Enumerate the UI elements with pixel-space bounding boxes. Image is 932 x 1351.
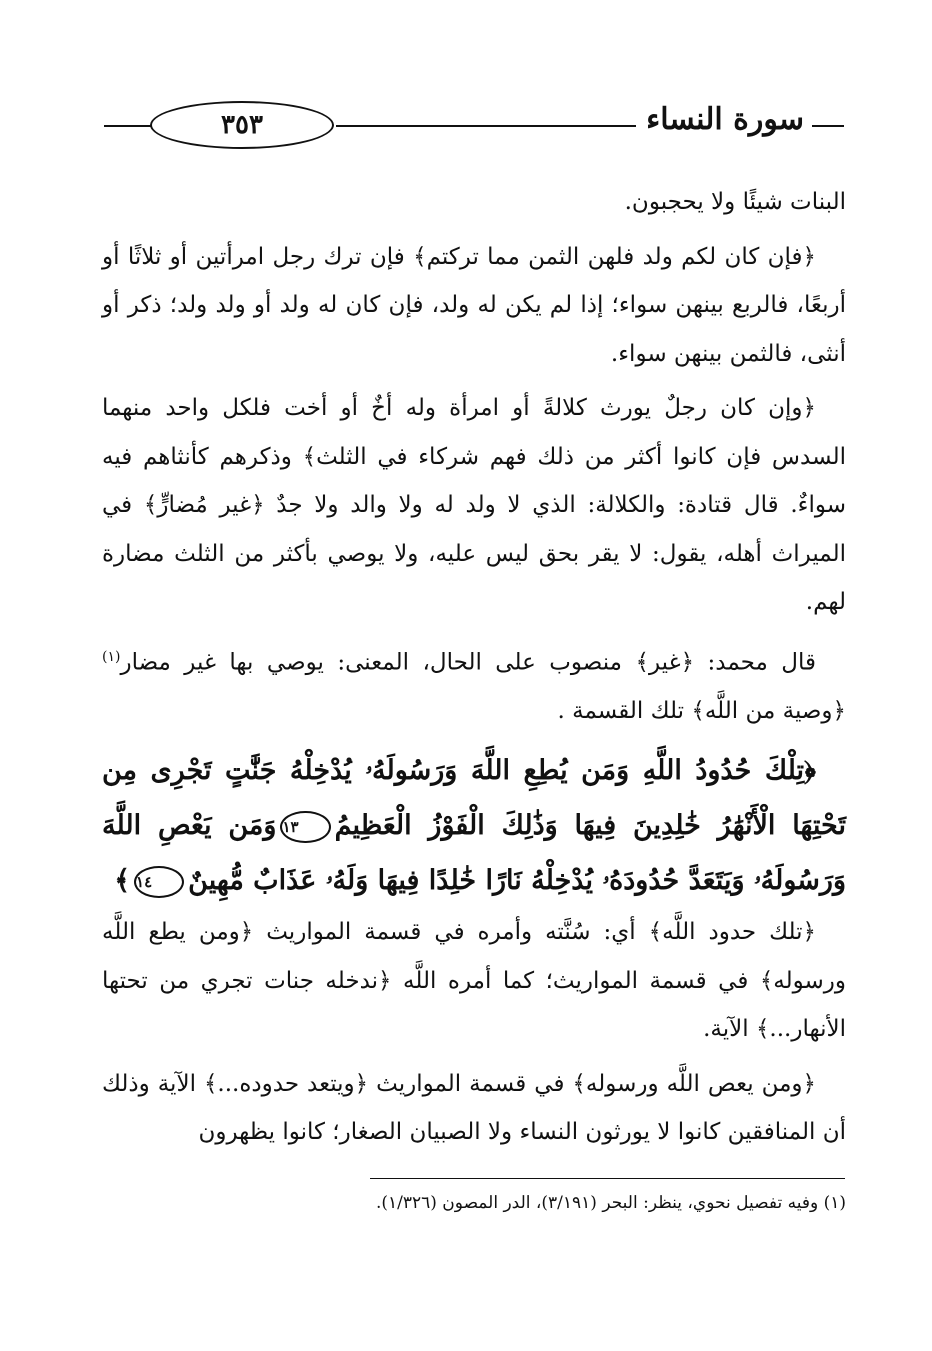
quran-part-1: ﴿تِلْكَ حُدُودُ اللَّهِ وَمَن يُطِعِ اللَّهَ وَرَسُولَهُۥ يُدْخِلْهُ جَنَّٰتٍ تَجْرِى مِن تَحْتِهَا الْأَنْهَٰرُ خَٰلِدِينَ فِيهَا وَذَٰلِكَ الْفَوْزُ الْعَظِيمُ [102, 755, 847, 842]
ayah-number-13: ١٣ [280, 811, 330, 843]
footnote-ref: (١) [102, 648, 121, 665]
paragraph-tafsir-2: ﴿ومن يعص اللَّه ورسوله﴾ في قسمة المواريث ﴿ويتعد حدوده...﴾ الآية وذلك أن المنافقين كانوا لا يورثون النساء ولا الصبيان الصغار؛ كانوا يظهرون [102, 1070, 846, 1146]
paragraph-muhammad [102, 633, 846, 736]
footnote-separator [370, 1178, 845, 1179]
paragraph-1: البنات شيئًا ولا يحجبون. [624, 189, 846, 215]
paragraph-tafsir-1: ﴿تلك حدود اللَّه﴾ أي: سُنَّته وأمره في قسمة المواريث ﴿ومن يطع اللَّه ورسوله﴾ في قسمة المواريث؛ كما أمره اللَّه ﴿ندخله جنات تجري من تحتها الأنهار...﴾ الآية. [102, 919, 846, 1043]
ayah-number-14: ١٤ [134, 866, 184, 898]
paragraph-3: ﴿وإن كان رجلٌ يورث كلالةً أو امرأة وله أخٌ أو أخت فلكل واحد منهما السدس فإن كانوا أكثر من ذلك فهم شركاء في الثلث﴾ وذكرهم كأنثاهم فيه سواءٌ. قال قتادة: والكلالة: الذي لا ولد له ولا والد ولا جدٌ ﴿غير مُضارٍّ﴾ في الميراث أهله، يقول: لا يقر بحق ليس عليه، ولا يوصي بأكثر من الثلث مضارة لهم. [102, 395, 846, 615]
page-body [102, 178, 846, 1157]
quran-verse [102, 743, 846, 908]
muhammad-text: قال محمد: ﴿غير﴾ منصوب على الحال، المعنى: يوصي بها غير مضار [120, 649, 816, 676]
muhammad-text-after: ﴿وصية من اللَّه﴾ تلك القسمة . [557, 697, 846, 724]
header-rule-right [812, 125, 844, 127]
quran-close-bracket: ﴾ [114, 865, 131, 897]
header-rule-middle [336, 125, 684, 127]
header-rule-left [104, 125, 152, 127]
quran-part-2: وَمَن يَعْصِ اللَّهَ وَرَسُولَهُۥ وَيَتَعَدَّ حُدُودَهُۥ يُدْخِلْهُ نَارًا خَٰلِدًا فِيهَا وَلَهُۥ عَذَابٌ مُّهِينٌ [102, 810, 846, 897]
page-number: ٣٥٣ [150, 101, 334, 149]
page-header [104, 98, 844, 154]
footnote: (١) وفيه تفصيل نحوي، ينظر: البحر (٣/١٩١)، الدر المصون (١/٣٢٦). [375, 1193, 846, 1213]
surah-title: سورة النساء [636, 102, 804, 137]
paragraph-2: ﴿فإن كان لكم ولد فلهن الثمن مما تركتم﴾ فإن ترك رجل امرأتين أو ثلاثًا أو أربعًا، فالربع بينهن سواء؛ إذا لم يكن له ولد، فإن كان له ولد أو ولد ولد؛ ذكر أو أنثى، فالثمن بينهن سواء. [102, 243, 846, 367]
